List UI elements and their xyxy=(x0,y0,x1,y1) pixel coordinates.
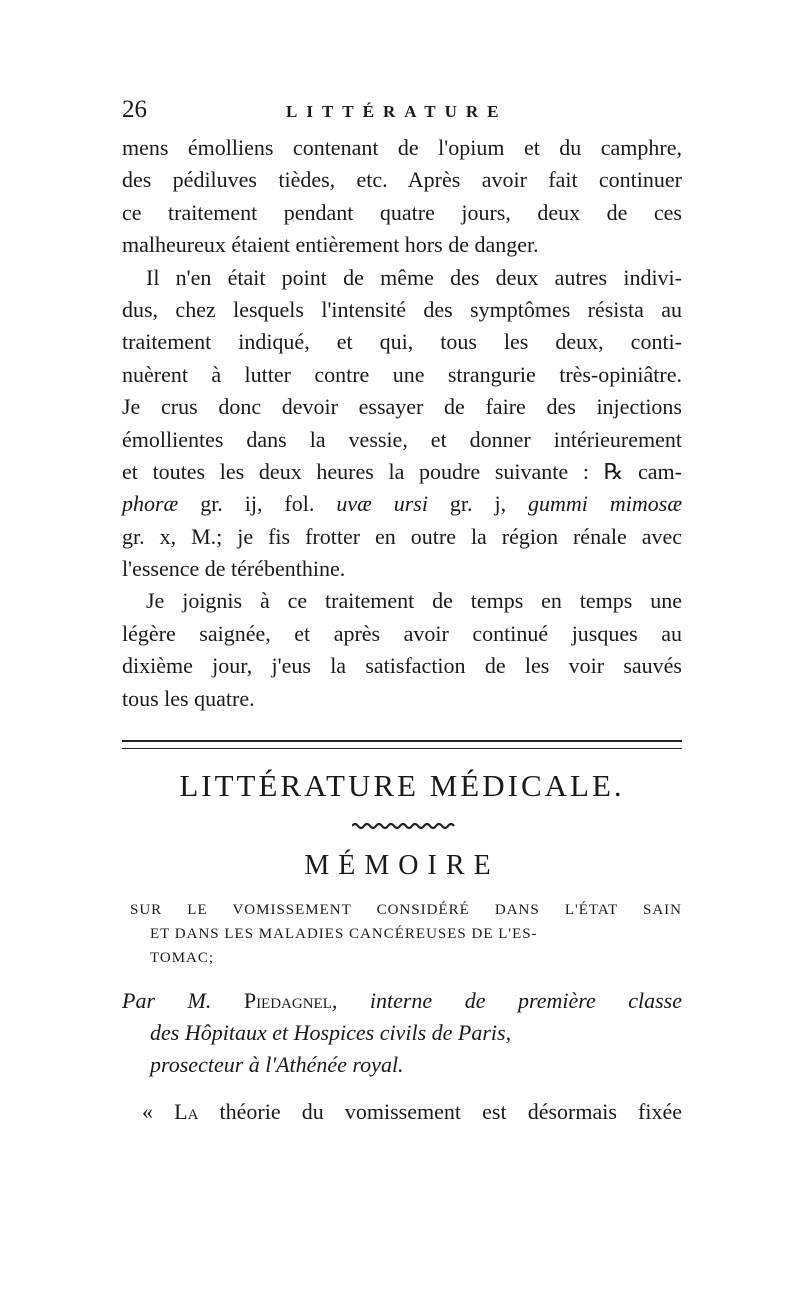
text-line: mens émolliens contenant de l'opium et du camphre, xyxy=(122,135,682,160)
opening-text: théorie du vomissement est désormais fixée xyxy=(198,1099,683,1124)
byline-role: , interne de première classe xyxy=(331,988,682,1013)
subtitle-line: TOMAC; xyxy=(150,950,215,966)
author-name: Piedagnel xyxy=(243,988,332,1013)
page-number: 26 xyxy=(122,96,147,123)
formula-italic: gummi mimosæ xyxy=(528,491,682,517)
text-line: dixième jour, j'eus la satisfaction de les voir sauvés xyxy=(122,653,682,679)
byline-line xyxy=(122,1049,682,1081)
text-line: gr. x, M.; je fis frotter en outre la région rénale avec xyxy=(122,523,682,549)
text-line: malheureux étaient entièrement hors de danger. xyxy=(122,232,539,258)
text-line: tous les quatre. xyxy=(122,685,255,711)
byline-institution: des Hôpitaux et Hospices civils de Paris, xyxy=(150,1020,512,1045)
body-text xyxy=(122,132,682,715)
formula-line xyxy=(122,488,682,520)
running-head xyxy=(122,96,682,126)
ornament-divider xyxy=(352,822,456,830)
opening-line xyxy=(122,1096,682,1128)
text-line: ce traitement pendant quatre jours, deux de ces xyxy=(122,199,682,225)
text-line: Je crus donc devoir essayer de faire des injections xyxy=(122,394,682,420)
text-line: Il n'en était point de même des deux autres indivi- xyxy=(146,264,682,290)
running-title: LITTÉRATURE xyxy=(286,102,508,121)
subtitle-line: SUR LE VOMISSEMENT CONSIDÉRÉ DANS L'ÉTAT SAIN xyxy=(130,902,682,918)
byline-position: prosecteur à l'Athénée royal. xyxy=(150,1052,404,1077)
text-line: des pédiluves tièdes, etc. Après avoir fait continuer xyxy=(122,167,682,193)
byline-line xyxy=(122,1017,682,1049)
text-line: l'essence de térébenthine. xyxy=(122,556,346,582)
byline-line xyxy=(122,985,682,1017)
text-line: Je joignis à ce traitement de temps en temps une xyxy=(146,588,682,614)
formula-italic: uvæ ursi xyxy=(336,491,428,517)
formula-text: gr. j, xyxy=(427,491,529,517)
author-byline xyxy=(122,985,682,1081)
opening-quote: « xyxy=(142,1099,175,1124)
text-line: et toutes les deux heures la poudre suivante : ℞ cam- xyxy=(122,458,682,484)
subtitle-line: ET DANS LES MALADIES CANCÉREUSES DE L'ES- xyxy=(150,926,538,942)
formula-text: gr. ij, fol. xyxy=(178,491,337,517)
text-line: nuèrent à lutter contre une strangurie très-opiniâtre. xyxy=(122,361,682,387)
text-line: émollientes dans la vessie, et donner intérieurement xyxy=(122,426,682,452)
section-divider xyxy=(122,740,682,749)
formula-italic: phoræ xyxy=(122,491,179,517)
memoir-title: MÉMOIRE xyxy=(304,850,500,881)
section-title: LITTÉRATURE MÉDICALE. xyxy=(179,768,625,803)
byline-par: Par M. xyxy=(122,988,212,1013)
opening-dropword: La xyxy=(174,1099,199,1124)
text-line: dus, chez lesquels l'intensité des symptômes résista au xyxy=(122,296,682,322)
text-line: légère saignée, et après avoir continué jusques au xyxy=(122,620,682,646)
text-line: traitement indiqué, et qui, tous les deux, conti- xyxy=(122,329,682,355)
memoir-subtitle xyxy=(122,898,682,970)
